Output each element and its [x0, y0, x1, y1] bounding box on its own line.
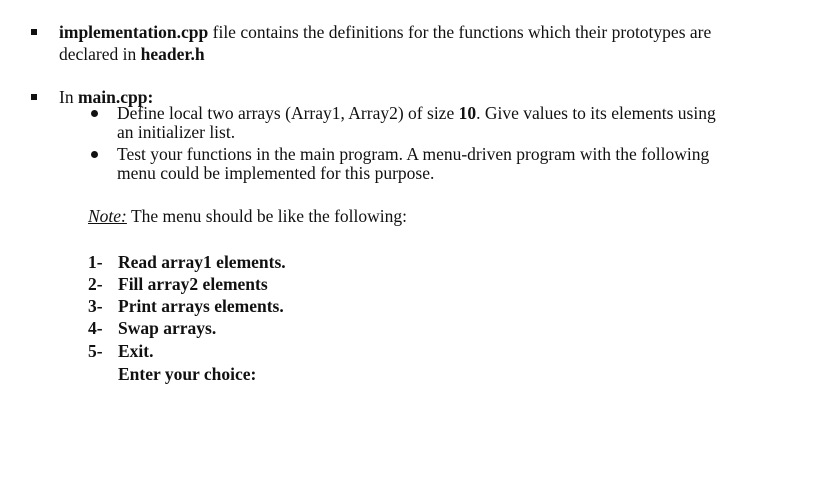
menu-prompt: Enter your choice: [118, 364, 257, 384]
bullet-text: Define local two arrays (Array1, Array2) of size [117, 103, 459, 123]
menu-item-number: 5- [88, 341, 103, 361]
paragraph-text: file contains the definitions for the functions which their prototypes are [208, 22, 712, 42]
header-filename: header.h [140, 44, 205, 64]
intro-text: In [59, 87, 78, 107]
bullet-2-line-1 [117, 144, 709, 164]
bullet-2-line-2 [117, 163, 434, 183]
menu-item-text: Print arrays elements. [118, 296, 284, 316]
menu-item-text: Read array1 elements. [118, 252, 286, 272]
bullet-text: . Give values to its elements using [476, 103, 716, 123]
main-filename: main.cpp: [77, 87, 154, 107]
implementation-filename: implementation.cpp [59, 22, 209, 42]
square-bullet-icon [31, 94, 37, 100]
bullet-1-line-2 [117, 122, 235, 142]
paragraph-text: declared in [59, 44, 141, 64]
note-line [88, 206, 407, 226]
note-text: The menu should be like the following: [126, 206, 408, 226]
round-bullet-icon [91, 110, 98, 117]
bullet-text: menu could be implemented for this purpose. [117, 163, 435, 183]
menu-item-text: Swap arrays. [118, 318, 217, 338]
bullet-text: Test your functions in the main program. A menu-driven program with the following [117, 144, 710, 164]
menu-item-number: 4- [88, 318, 103, 338]
menu-item-number: 1- [88, 252, 103, 272]
square-bullet-icon [31, 29, 37, 35]
bullet-text: an initializer list. [117, 122, 236, 142]
array-size: 10 [458, 103, 477, 123]
note-label: Note: [88, 206, 127, 226]
paragraph-line-1 [59, 22, 711, 42]
round-bullet-icon [91, 151, 98, 158]
bullet-1-line-1 [117, 103, 716, 123]
menu-item-number: 3- [88, 296, 103, 316]
paragraph-line-2 [59, 44, 205, 64]
menu-item-text: Fill array2 elements [118, 274, 268, 294]
menu-item-text: Exit. [118, 341, 154, 361]
menu-item-number: 2- [88, 274, 103, 294]
